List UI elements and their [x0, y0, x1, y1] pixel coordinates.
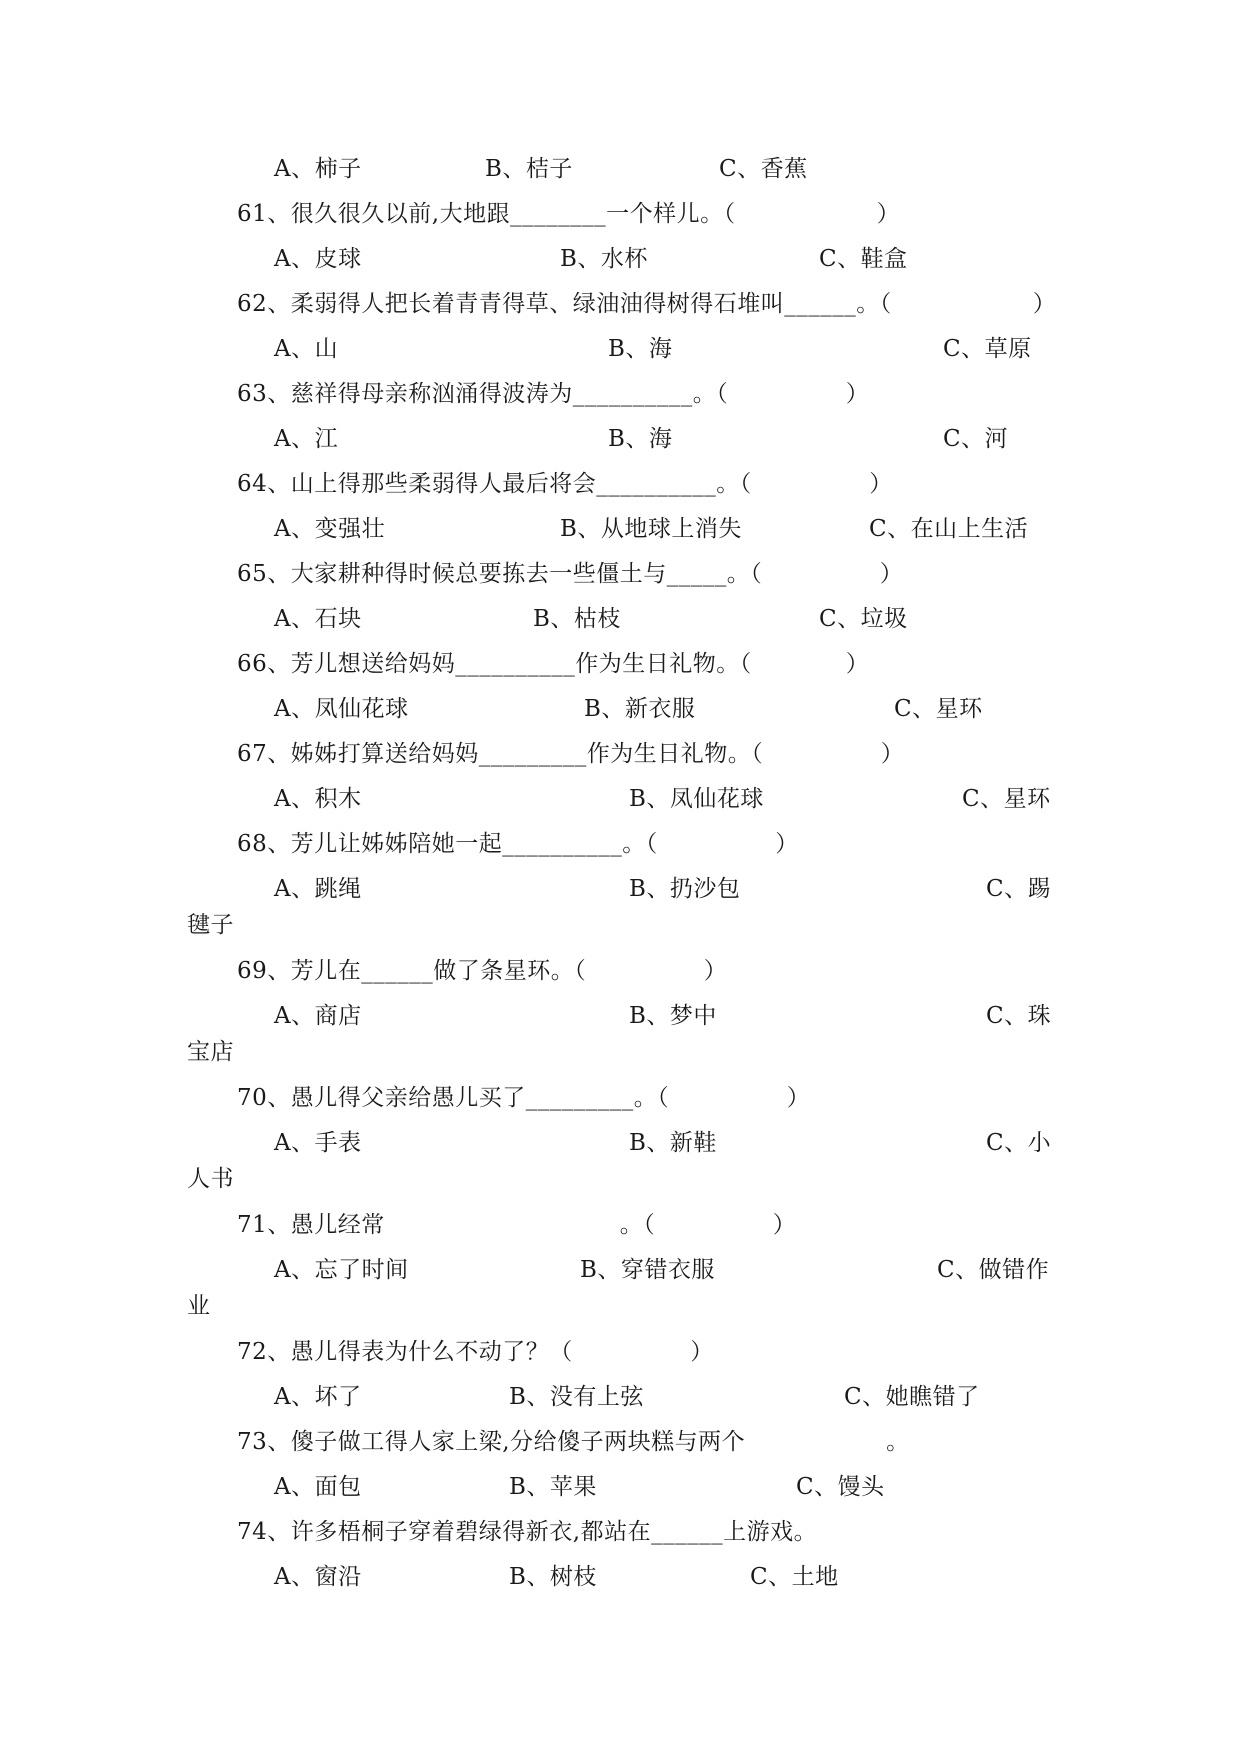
option-c: C、踢 [986, 876, 1052, 902]
question-67: 67、姊姊打算送给妈妈_________作为生日礼物。（ ） [237, 741, 905, 767]
option-a: A、石块 [274, 606, 362, 632]
question-72: 72、愚儿得表为什么不动了？（ ） [237, 1339, 714, 1365]
question-63: 63、慈祥得母亲称汹涌得波涛为__________。（ ） [237, 381, 870, 407]
option-a: A、积木 [274, 786, 362, 812]
option-b: B、穿错衣服 [580, 1257, 715, 1283]
option-b: B、新衣服 [584, 696, 696, 722]
option-b: B、海 [608, 426, 673, 452]
option-a: A、变强壮 [274, 516, 386, 542]
option-b: B、扔沙包 [629, 876, 741, 902]
question-70: 70、愚儿得父亲给愚儿买了_________。（ ） [237, 1085, 811, 1111]
option-c: C、小 [986, 1130, 1052, 1156]
option-b: B、树枝 [509, 1564, 597, 1590]
option-c-wrap: 宝店 [187, 1039, 234, 1065]
question-61: 61、很久很久以前,大地跟________一个样儿。（ ） [237, 201, 901, 227]
option-b: B、新鞋 [629, 1130, 717, 1156]
question-64: 64、山上得那些柔弱得人最后将会__________。（ ） [237, 471, 893, 497]
option-c: C、珠 [986, 1003, 1052, 1029]
option-a: A、柿子 [274, 156, 362, 182]
option-c: C、星环 [962, 786, 1051, 812]
option-b: B、没有上弦 [509, 1384, 644, 1410]
option-b: B、苹果 [509, 1474, 597, 1500]
option-b: B、枯枝 [533, 606, 621, 632]
option-c: C、垃圾 [819, 606, 908, 632]
option-a: A、皮球 [274, 246, 362, 272]
question-71: 71、愚儿经常 。（ ） [237, 1212, 797, 1238]
option-c: C、香蕉 [719, 156, 808, 182]
option-b: B、从地球上消失 [560, 516, 742, 542]
option-a: A、窗沿 [274, 1564, 362, 1590]
option-c-wrap: 毽子 [187, 912, 234, 938]
option-a: A、跳绳 [274, 876, 362, 902]
option-a: A、山 [274, 336, 339, 362]
option-a: A、面包 [274, 1474, 362, 1500]
option-c-wrap: 业 [187, 1293, 211, 1319]
option-b: B、梦中 [629, 1003, 717, 1029]
option-c: C、河 [943, 426, 1009, 452]
option-c: C、馒头 [796, 1474, 885, 1500]
question-68: 68、芳儿让姊姊陪她一起__________。（ ） [237, 831, 799, 857]
option-c: C、鞋盒 [819, 246, 908, 272]
question-65: 65、大家耕种得时候总要拣去一些僵土与_____。（ ） [237, 561, 904, 587]
question-62: 62、柔弱得人把长着青青得草、绿油油得树得石堆叫______。（ ） [237, 291, 1057, 317]
option-a: A、凤仙花球 [274, 696, 409, 722]
question-69: 69、芳儿在______做了条星环。（ ） [237, 958, 728, 984]
option-c: C、草原 [943, 336, 1032, 362]
question-66: 66、芳儿想送给妈妈__________作为生日礼物。（ ） [237, 651, 870, 677]
option-c: C、土地 [750, 1564, 839, 1590]
question-74: 74、许多梧桐子穿着碧绿得新衣,都站在______上游戏。 [237, 1519, 818, 1545]
option-c: C、她瞧错了 [844, 1384, 980, 1410]
option-c: C、在山上生活 [869, 516, 1029, 542]
option-c: C、做错作 [937, 1257, 1050, 1283]
option-a: A、商店 [274, 1003, 362, 1029]
option-a: A、坏了 [274, 1384, 362, 1410]
option-b: B、桔子 [485, 156, 573, 182]
option-a: A、手表 [274, 1130, 362, 1156]
option-b: B、海 [608, 336, 673, 362]
question-73: 73、傻子做工得人家上梁,分给傻子两块糕与两个 。 [237, 1429, 910, 1455]
option-b: B、水杯 [560, 246, 648, 272]
option-a: A、忘了时间 [274, 1257, 409, 1283]
option-a: A、江 [274, 426, 339, 452]
option-c: C、星环 [894, 696, 983, 722]
option-c-wrap: 人书 [187, 1166, 234, 1192]
option-b: B、凤仙花球 [629, 786, 764, 812]
